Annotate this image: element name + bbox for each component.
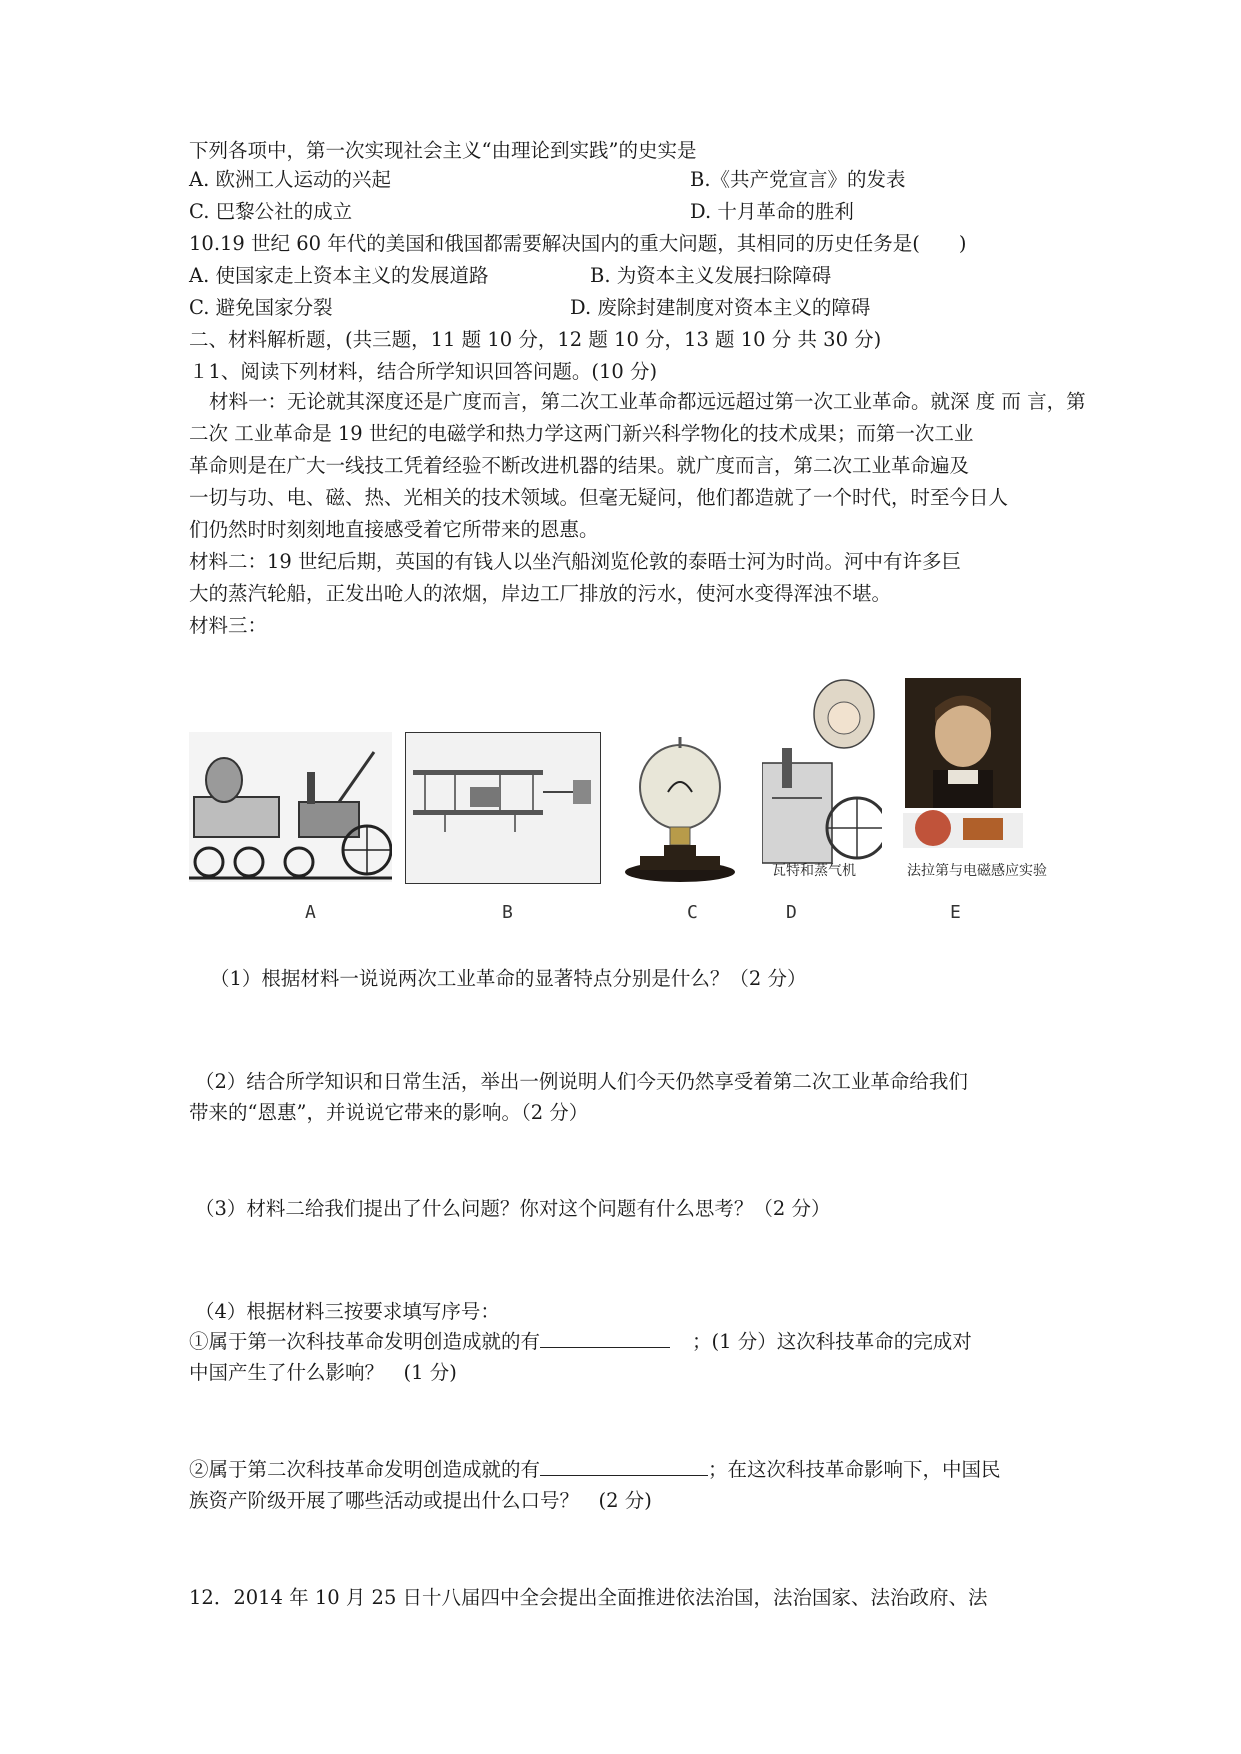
sub-question-4b-suffix: ；在这次科技革命影响下，中国民 xyxy=(708,1458,1001,1481)
q9-stem: 下列各项中，第一次实现社会主义“由理论到实践”的史实是 xyxy=(189,139,697,162)
material2-line: 材料二：19 世纪后期，英国的有钱人以坐汽船浏览伦敦的泰晤士河为时尚。河中有许多巨 xyxy=(189,550,962,573)
q12-line1: 12．2014 年 10 月 25 日十八届四中全会提出全面推进依法治国，法治国家、法治政府、法 xyxy=(189,1586,988,1609)
answer-blank-1[interactable] xyxy=(540,1325,670,1348)
sub-question-4b-prefix: ②属于第二次科技革命发明创造成就的有 xyxy=(189,1458,541,1481)
material2-line: 大的蒸汽轮船，正发出呛人的浓烟，岸边工厂排放的污水，使河水变得浑浊不堪。 xyxy=(189,582,892,605)
sub-question-3: （3）材料二给我们提出了什么问题？你对这个问题有什么思考？（2 分） xyxy=(195,1197,831,1220)
faraday-image xyxy=(903,678,1023,853)
image-label-a: A xyxy=(305,902,316,923)
image-label-d: D xyxy=(786,902,797,923)
answer-blank-2[interactable] xyxy=(540,1453,708,1476)
q9-option-b: B.《共产党宣言》的发表 xyxy=(690,168,906,191)
sub-question-1: （1）根据材料一说说两次工业革命的显著特点分别是什么？（2 分） xyxy=(210,967,807,990)
sub-question-4a-line2: 中国产生了什么影响？ (1 分) xyxy=(189,1361,457,1384)
sub-question-4a-prefix: ①属于第一次科技革命发明创造成就的有 xyxy=(189,1330,541,1353)
sub-question-2-line2: 带来的“恩惠”，并说说它带来的影响。（2 分） xyxy=(189,1101,589,1124)
q10-option-b: B. 为资本主义发展扫除障碍 xyxy=(590,264,832,287)
caption-d: 瓦特和蒸气机 xyxy=(772,863,856,879)
q9-option-c: C. 巴黎公社的成立 xyxy=(189,200,353,223)
material1-line: 一切与功、电、磁、热、光相关的技术领域。但毫无疑问，他们都造就了一个时代，时至今日人 xyxy=(189,486,1009,509)
locomotive-image xyxy=(189,732,392,882)
q10-stem: 10.19 世纪 60 年代的美国和俄国都需要解决国内的重大问题，其相同的历史任务是( ) xyxy=(189,232,967,255)
q9-option-d: D. 十月革命的胜利 xyxy=(690,200,854,223)
caption-e: 法拉第与电磁感应实验 xyxy=(907,863,1047,879)
q10-option-a: A. 使国家走上资本主义的发展道路 xyxy=(189,264,489,287)
airplane-image xyxy=(405,732,601,884)
q9-option-a: A. 欧洲工人运动的兴起 xyxy=(189,168,391,191)
q10-option-d: D. 废除封建制度对资本主义的障碍 xyxy=(570,296,871,319)
material1-line: 材料一：无论就其深度还是广度而言，第二次工业革命都远远超过第一次工业革命。就深 度 而 言，第 xyxy=(209,390,1086,413)
q10-option-c: C. 避免国家分裂 xyxy=(189,296,333,319)
image-label-e: E xyxy=(950,902,961,923)
sub-question-4a xyxy=(189,1325,972,1358)
section-heading: 二、材料解析题，(共三题，11 题 10 分，12 题 10 分，13 题 10 分 共 30 分) xyxy=(189,328,882,351)
sub-question-4-intro: （4）根据材料三按要求填写序号： xyxy=(195,1300,500,1323)
sub-question-2-line1: （2）结合所学知识和日常生活，举出一例说明人们今天仍然享受着第二次工业革命给我们 xyxy=(195,1070,968,1093)
q11-intro: １1、阅读下列材料，结合所学知识回答问题。(10 分) xyxy=(189,360,658,383)
light-bulb-image xyxy=(620,732,740,884)
material1-line: 们仍然时时刻刻地直接感受着它所带来的恩惠。 xyxy=(189,518,599,541)
sub-question-4b-line2: 族资产阶级开展了哪些活动或提出什么口号？ (2 分) xyxy=(189,1489,652,1512)
sub-question-4b xyxy=(189,1453,1001,1486)
material1-line: 二次 工业革命是 19 世纪的电磁学和热力学这两门新兴科学物化的技术成果；而第一次工业 xyxy=(189,422,974,445)
material1-line: 革命则是在广大一线技工凭着经验不断改进机器的结果。就广度而言，第二次工业革命遍及 xyxy=(189,454,970,477)
watt-steam-engine-image xyxy=(762,678,882,878)
sub-question-4a-suffix: ；(1 分）这次科技革命的完成对 xyxy=(692,1330,972,1353)
image-label-b: B xyxy=(502,902,513,923)
image-label-c: C xyxy=(687,902,698,923)
material3-label: 材料三： xyxy=(189,614,268,637)
